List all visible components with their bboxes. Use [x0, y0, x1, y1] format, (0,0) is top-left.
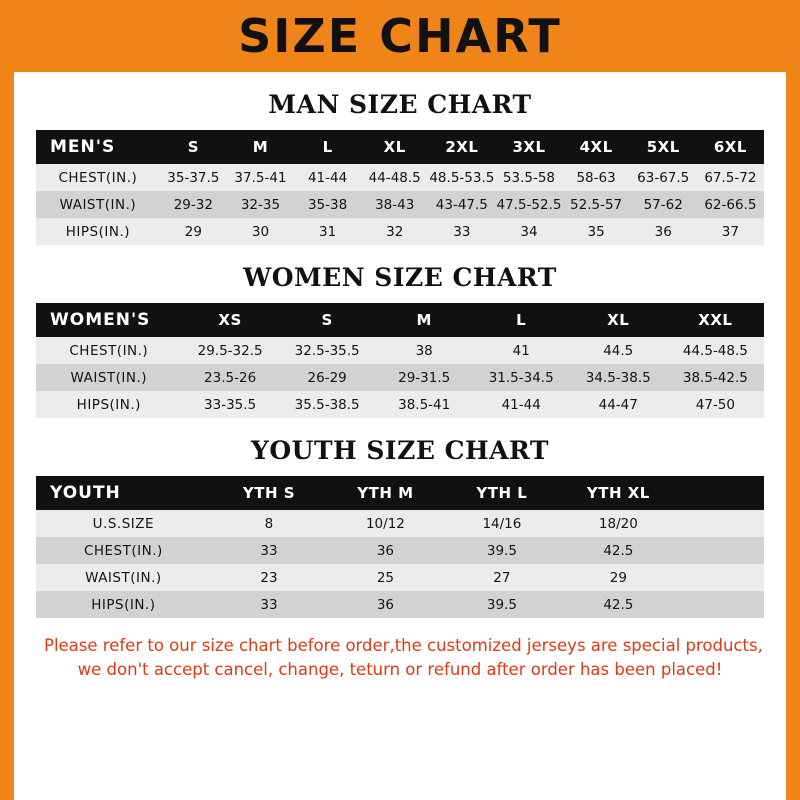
- cell: 29: [184, 223, 202, 240]
- cell: 23: [260, 569, 278, 586]
- cell: 62-66.5: [704, 196, 757, 213]
- cell: 23.5-26: [204, 369, 257, 386]
- table-row: [36, 191, 764, 218]
- cell: 39.5: [486, 542, 517, 559]
- header-cell: L: [516, 311, 527, 329]
- cell: 14/16: [482, 515, 522, 532]
- row-label: HIPS(IN.): [76, 396, 141, 413]
- row-label: CHEST(IN.): [58, 169, 138, 186]
- header-cell: YTH S: [242, 484, 296, 502]
- section-title-women: WOMEN SIZE CHART: [243, 263, 557, 292]
- cell: 36: [376, 596, 395, 613]
- cell: 32: [386, 223, 404, 240]
- cell: 47-50: [695, 396, 735, 413]
- cell: 44-47: [598, 396, 638, 413]
- header-cell: S: [321, 311, 333, 329]
- row-label: WAIST(IN.): [85, 569, 162, 586]
- table-row: [36, 337, 764, 364]
- row-label: CHEST(IN.): [83, 542, 163, 559]
- cell: 48.5-53.5: [429, 169, 495, 186]
- footer-note: [36, 634, 764, 682]
- header-cell: 5XL: [646, 138, 680, 156]
- cell: 29: [609, 569, 627, 586]
- cell: 33-35.5: [204, 396, 257, 413]
- row-label: WAIST(IN.): [59, 196, 137, 213]
- table-header-row: [36, 130, 764, 164]
- header-cell: 6XL: [713, 138, 747, 156]
- cell: 38.5-42.5: [682, 369, 748, 386]
- header-cell: XL: [607, 311, 630, 329]
- section-title-men: MAN SIZE CHART: [268, 90, 532, 119]
- cell: 29.5-32.5: [197, 342, 263, 359]
- cell-spacer: [677, 510, 764, 537]
- cell: 41-44: [501, 396, 541, 413]
- table-header-row: [36, 476, 764, 510]
- header-cell: 2XL: [445, 138, 479, 156]
- footer-line-2: we don't accept cancel, change, teturn or refund after order has been placed!: [77, 659, 723, 679]
- cell: 31: [319, 223, 337, 240]
- cell: 37: [721, 223, 739, 240]
- row-label: U.S.SIZE: [92, 515, 155, 532]
- header-cell: YOUTH: [50, 483, 121, 503]
- cell: 31.5-34.5: [488, 369, 554, 386]
- cell: 63-67.5: [637, 169, 690, 186]
- cell: 57-62: [643, 196, 683, 213]
- cell: 25: [376, 569, 395, 586]
- cell: 35-37.5: [167, 169, 220, 186]
- header-cell: XS: [218, 311, 242, 329]
- cell: 26-29: [307, 369, 347, 386]
- table-row: [36, 591, 764, 618]
- cell: 41-44: [307, 169, 348, 186]
- header-cell: L: [322, 138, 333, 156]
- banner-title: SIZE CHART: [238, 9, 562, 63]
- cell: 41: [512, 342, 530, 359]
- cell: 44.5-48.5: [682, 342, 748, 359]
- cell: 33: [260, 596, 278, 613]
- header-cell: YTH XL: [586, 484, 650, 502]
- men-size-table: [36, 130, 764, 245]
- cell: 43-47.5: [435, 196, 488, 213]
- header-cell: MEN'S: [50, 137, 116, 157]
- women-size-table: [36, 303, 764, 418]
- cell: 34: [520, 223, 538, 240]
- cell: 38.5-41: [398, 396, 451, 413]
- section-title-youth: YOUTH SIZE CHART: [251, 436, 549, 465]
- header-cell: YTH M: [357, 484, 414, 502]
- footer-line-1: Please refer to our size chart before order,the customized jerseys are special products,: [44, 636, 763, 655]
- cell: 33: [453, 223, 471, 240]
- row-label: WAIST(IN.): [70, 369, 148, 386]
- cell: 10/12: [365, 515, 405, 532]
- cell: 53.5-58: [502, 169, 556, 186]
- cell: 18/20: [598, 515, 638, 532]
- table-row: [36, 218, 764, 245]
- cell-spacer: [677, 591, 764, 618]
- table-header-row: [36, 303, 764, 337]
- cell: 29-31.5: [398, 369, 451, 386]
- table-row: [36, 537, 764, 564]
- row-label: HIPS(IN.): [65, 223, 131, 240]
- header-cell-spacer: [677, 476, 764, 510]
- cell: 35-38: [307, 196, 348, 213]
- cell: 34.5-38.5: [585, 369, 651, 386]
- cell-spacer: [677, 564, 764, 591]
- table-row: [36, 564, 764, 591]
- cell: 47.5-52.5: [496, 196, 562, 213]
- cell: 36: [376, 542, 395, 559]
- header-cell: S: [187, 138, 199, 156]
- cell: 42.5: [603, 596, 634, 613]
- cell: 36: [654, 223, 672, 240]
- cell: 32-35: [240, 196, 281, 213]
- cell: 38: [415, 342, 433, 359]
- content: [14, 90, 786, 682]
- header-cell: XXL: [698, 311, 733, 329]
- cell: 42.5: [603, 542, 634, 559]
- header-cell: YTH L: [476, 484, 528, 502]
- cell: 30: [251, 223, 270, 240]
- table-row: [36, 391, 764, 418]
- youth-size-table: [36, 476, 764, 618]
- header-cell: M: [416, 311, 432, 329]
- cell: 38-43: [375, 196, 415, 213]
- banner: [0, 0, 800, 72]
- cell-spacer: [677, 537, 764, 564]
- header-cell: XL: [383, 138, 406, 156]
- header-cell: 4XL: [579, 138, 613, 156]
- header-cell: M: [252, 138, 269, 156]
- cell: 29-32: [173, 196, 213, 213]
- row-label: HIPS(IN.): [91, 596, 156, 613]
- cell: 32.5-35.5: [294, 342, 360, 359]
- header-cell: WOMEN'S: [50, 310, 151, 330]
- cell: 35.5-38.5: [294, 396, 360, 413]
- cell: 35: [587, 223, 605, 240]
- cell: 8: [264, 515, 274, 532]
- header-cell: 3XL: [512, 138, 546, 156]
- cell: 27: [493, 569, 511, 586]
- row-label: CHEST(IN.): [69, 342, 149, 359]
- table-row: [36, 164, 764, 191]
- cell: 67.5-72: [704, 169, 757, 186]
- cell: 44-48.5: [368, 169, 421, 186]
- cell: 58-63: [576, 169, 616, 186]
- cell: 37.5-41: [234, 169, 287, 186]
- cell: 39.5: [486, 596, 517, 613]
- table-row: [36, 364, 764, 391]
- cell: 52.5-57: [570, 196, 623, 213]
- table-row: [36, 510, 764, 537]
- cell: 44.5: [603, 342, 634, 359]
- cell: 33: [260, 542, 278, 559]
